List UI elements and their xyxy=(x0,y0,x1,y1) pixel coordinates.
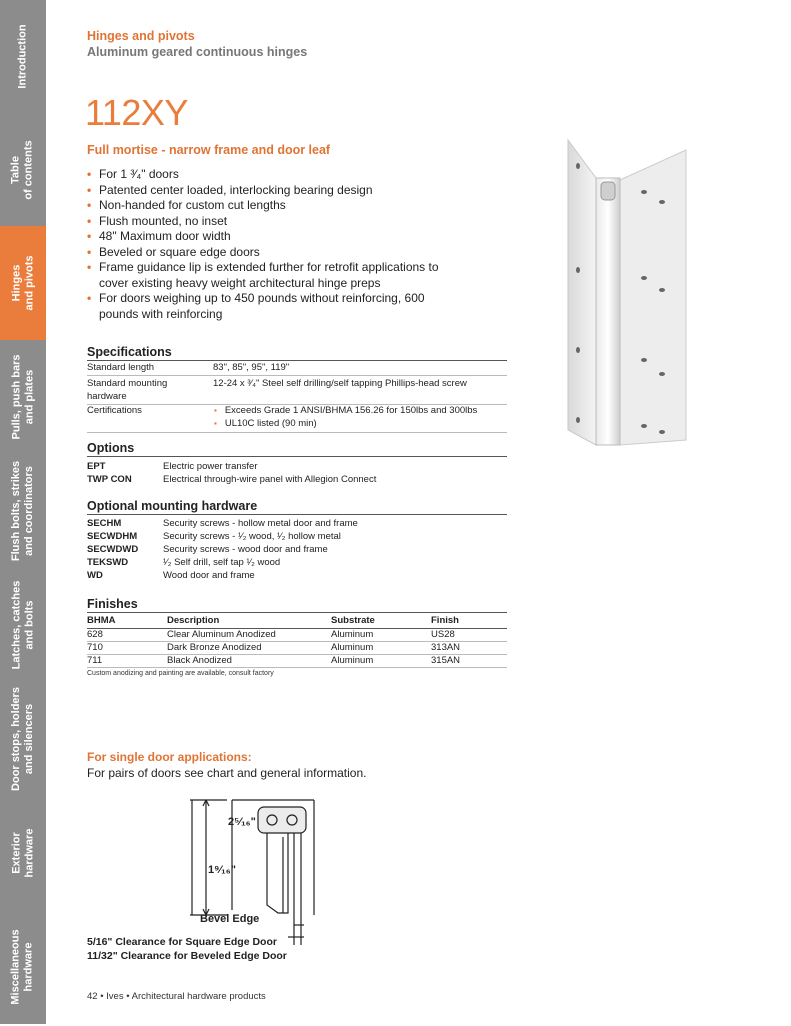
clearance-square-label: 5/16" Clearance for Square Edge Door xyxy=(87,936,277,948)
bevel-edge-label: Bevel Edge xyxy=(200,913,260,925)
mortise-type: Full mortise - narrow frame and door leaf xyxy=(87,143,331,157)
feature-item: • Beveled or square edge doors xyxy=(87,245,507,261)
feature-item: • Flush mounted, no inset xyxy=(87,214,507,230)
finish-row: 711 Black Anodized Aluminum 315AN xyxy=(87,655,507,668)
single-door-description: For pairs of doors see chart and general information. xyxy=(87,766,367,780)
tab-latches-catches[interactable]: Latches, catches and bolts xyxy=(0,568,46,684)
tab-door-stops[interactable]: Door stops, holders and silencers xyxy=(0,682,46,798)
subcategory-title: Aluminum geared continuous hinges xyxy=(87,45,308,59)
tab-pulls-push-bars[interactable]: Pulls, push bars and plates xyxy=(0,340,46,456)
finishes-note: Custom anodizing and painting are available, consult factory xyxy=(87,670,274,677)
tab-introduction[interactable]: Introduction xyxy=(0,0,46,115)
specifications-title: Specifications xyxy=(87,345,507,361)
dim-mid-label: 1⁹⁄₁₆" xyxy=(208,864,236,876)
single-door-title: For single door applications: xyxy=(87,750,252,764)
tab-miscellaneous-hardware[interactable]: Miscellaneous hardware xyxy=(0,910,46,1026)
tab-exterior-hardware[interactable]: Exterior hardware xyxy=(0,796,46,912)
clearance-bevel-label: 11/32" Clearance for Beveled Edge Door xyxy=(87,950,287,962)
spec-row: Standard mounting hardware 12-24 x ³⁄₄" Steel self drilling/self tapping Phillips-head screw xyxy=(87,378,507,405)
finishes-header-row: BHMA Description Substrate Finish xyxy=(87,615,507,629)
mounting-title: Optional mounting hardware xyxy=(87,499,507,515)
feature-item: • Patented center loaded, interlocking bearing design xyxy=(87,183,507,199)
section-tab-bar xyxy=(0,0,46,1024)
hinge-section-diagram xyxy=(82,795,332,970)
tab-flush-bolts[interactable]: Flush bolts, strikes and coordinators xyxy=(0,454,46,570)
options-title: Options xyxy=(87,441,507,457)
dim-top-label: 2⁵⁄₁₆" xyxy=(228,816,256,828)
page-footer: 42 • Ives • Architectural hardware products xyxy=(87,991,266,1002)
certification-item: ▪ Exceeds Grade 1 ANSI/BHMA 156.26 for 150lbs and 300lbs xyxy=(214,405,477,418)
model-number: 112XY xyxy=(85,92,188,133)
finish-row: 710 Dark Bronze Anodized Aluminum 313AN xyxy=(87,642,507,655)
feature-item: • Non-handed for custom cut lengths xyxy=(87,198,507,214)
spec-row: Standard length 83", 85", 95", 119" xyxy=(87,362,507,376)
certification-item: ▪ UL10C listed (90 min) xyxy=(214,418,317,431)
feature-list xyxy=(87,167,507,322)
finish-row: 628 Clear Aluminum Anodized Aluminum US28 xyxy=(87,629,507,642)
category-title: Hinges and pivots xyxy=(87,29,195,43)
feature-item: • Frame guidance lip is extended further for retrofit applications to cover existing heavy weight architectural hinge preps xyxy=(87,260,454,291)
tab-table-of-contents[interactable]: Table of contents xyxy=(0,113,46,228)
feature-item: • For 1 ³⁄₄" doors xyxy=(87,167,507,183)
finishes-title: Finishes xyxy=(87,597,507,613)
feature-item: • 48" Maximum door width xyxy=(87,229,507,245)
hinge-product-image xyxy=(558,130,694,450)
feature-item: • For doors weighing up to 450 pounds without reinforcing, 600 pounds with reinforcing xyxy=(87,291,434,322)
spec-row: Certifications xyxy=(87,405,507,433)
tab-hinges-and-pivots[interactable]: Hinges and pivots xyxy=(0,226,46,342)
